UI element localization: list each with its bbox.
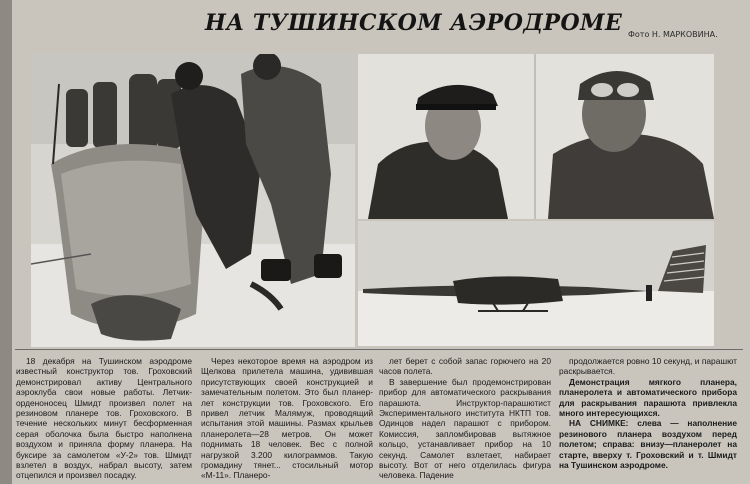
column-4-paragraph-2: Демонстрация мягкого планера, планеролета и автоматического прибора для раскрывания парашюта привлекла много интересующихся. [559, 376, 737, 419]
column-4-paragraph-1: продолжается ровно 10 секунд, и парашют раскрывается. [559, 356, 737, 377]
article-column-1: 18 декабря на Тушинском аэродроме известный конструктор тов. Гроховский демонстрировал активу Центрального аэроклуба свои новые работы. Летчик-орденоносец Шмидт произвел полет на резиновом планере тов. Гроховского. В течение нескольких минут бесформенная серая оболочка была быстро наполнена воздухом и приняла форму планера. На буксире за самолетом «У-2» тов. Шмидт взлетел в воздух, набрал высоту, затем отцепился и произвел посадку. [16, 356, 192, 481]
article-column-4 [559, 356, 737, 470]
column-3-paragraph-1: лет берет с собой запас горючего на 20 часов полета. [379, 356, 551, 377]
photo-caption-body: слева — наполнение резинового планера воздухом перед полетом; справа: внизу—планеролет на старте, вверху т. Гроховский и т. Шмидт на Тушинском аэродроме. [559, 418, 737, 471]
article-headline: НА ТУШИНСКОМ АЭРОДРОМЕ [205, 10, 623, 36]
page-edge-shadow [0, 0, 12, 484]
photo-caption-lead: НА СНИМКЕ: [569, 418, 629, 429]
photo-planerolet-on-start [358, 221, 714, 346]
photo-inflating-glider [31, 54, 355, 347]
article-column-2: Через некоторое время на аэродром из Щелкова прилетела машина, удивившая присутствующих своей конструкцией и замечательным полетом. Это был планер-лет конструкции тов. Гроховского. Его привел летчик Малямуж, проводящий испытания этой машины. Размах крыльев планеролета—28 метров. Он может поднимать 18 человек. Вес с полной нагрузкой 3.200 килограммов. Такую громадину тянет... стосильный мотор «М-11». Планеро- [201, 356, 373, 481]
photo-caption [559, 418, 737, 470]
photo-credit: Фото Н. МАРКОВИНА. [628, 30, 718, 39]
article-column-3 [379, 356, 551, 481]
column-3-paragraph-2: В завершение был продемонстрирован прибор для автоматического раскрывания парашюта. Инструктор-парашютист Экспериментального института НКТП тов. Одинцов надел парашют с прибором. Комиссия, запломбировав вытяжное кольцо, устанавливает прибор на 10 секунд. Самолет взлетает, набирает высоту. Вот от него отделилась фигура человека. Падение [379, 376, 551, 481]
column-divider-rule [15, 349, 743, 350]
photo-grokhovsky-and-schmidt [358, 54, 714, 219]
